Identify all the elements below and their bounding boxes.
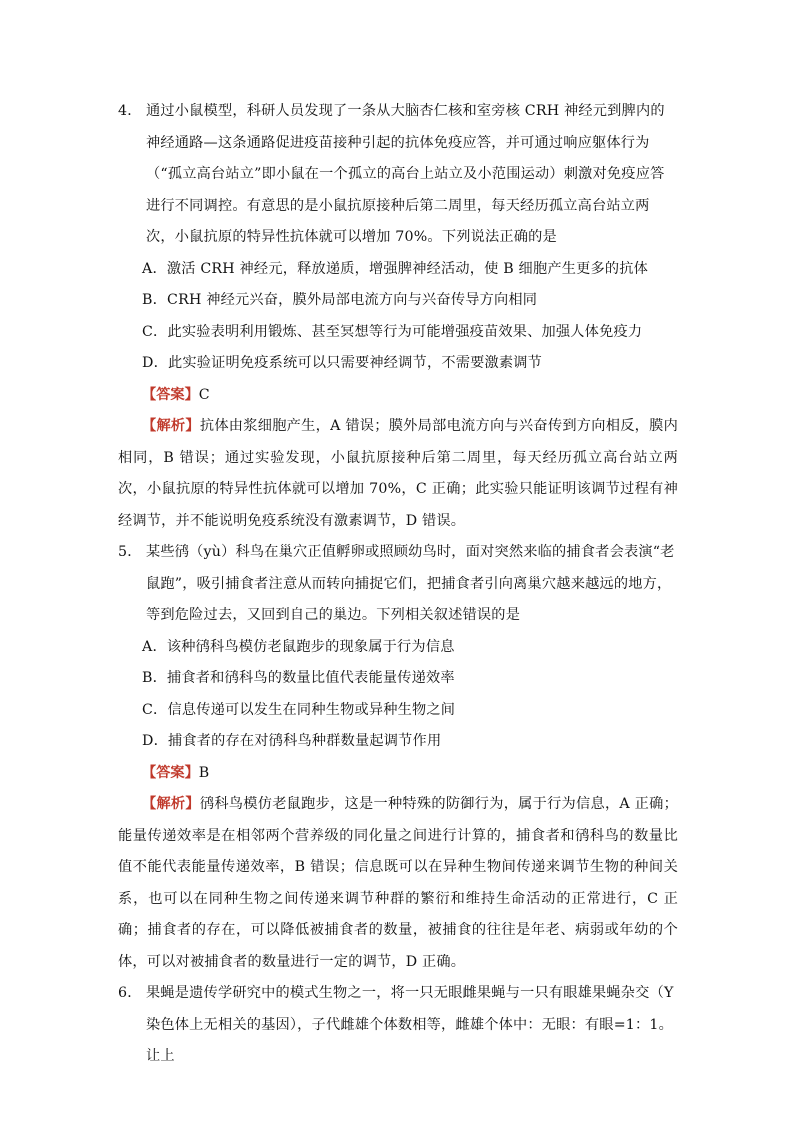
question-text: 果蝇是遗传学研究中的模式生物之一，将一只无眼雌果蝇与一只有眼雄果蝇杂交（Y 染色体上无相关的基因），子代雌雄个体数相等，雌雄个体中：无眼：有眼=1：1。让上 — [146, 985, 674, 1064]
option-a: A．激活 CRH 神经元，释放递质，增强脾神经活动，使 B 细胞产生更多的抗体 — [142, 260, 649, 277]
option-b: B．捕食者和鸻科鸟的数量比值代表能量传递效率 — [142, 670, 455, 686]
analysis-tag: 【解析】 — [142, 796, 200, 812]
analysis-paragraph — [118, 789, 678, 978]
answer-value: C — [198, 386, 210, 403]
question-number: 5． — [118, 544, 142, 560]
option-d: D．此实验证明免疫系统可以只需要神经调节，不需要激素调节 — [142, 355, 543, 371]
option-c: C．此实验表明利用锻炼、甚至冥想等行为可能增强疫苗效果、加强人体免疫力 — [142, 323, 643, 340]
question-number: 4． — [118, 103, 142, 119]
analysis-text: 抗体由浆细胞产生，A 错误；膜外局部电流方向与兴奋传到方向相反，膜内相同，B 错误；通过实验发现，小鼠抗原接种后第二周里，每天经历孤立高台站立两次，小鼠抗原的特异性抗体就可以增加 70%，C 正确；此实验只能证明该调节过程有神经调节，并不能说明免疫系统没有激素调节，D 错误。 — [118, 418, 678, 529]
question-text: 某些鸻（yù）科鸟在巢穴正值孵卵或照顾幼鸟时，面对突然来临的捕食者会表演“老鼠跑”，吸引捕食者注意从而转向捕捉它们，把捕食者引向离巢穴越来越远的地方，等到危险过去，又回到自己的巢边。下列相关叙述错误的是 — [146, 544, 675, 623]
question-4 — [118, 96, 678, 537]
answer-tag: 【答案】 — [142, 764, 199, 781]
answer-value: B — [198, 764, 210, 781]
option-b: B．CRH 神经元兴奋，膜外局部电流方向与兴奋传导方向相同 — [142, 292, 538, 308]
question-6 — [118, 978, 678, 1073]
analysis-tag: 【解析】 — [142, 418, 200, 434]
question-number: 6． — [118, 985, 142, 1001]
answer-line — [118, 380, 678, 412]
answer-tag: 【答案】 — [142, 386, 199, 403]
question-content — [118, 96, 678, 1073]
option-a: A．该种鸻科鸟模仿老鼠跑步的现象属于行为信息 — [142, 638, 455, 655]
option-c: C．信息传递可以发生在同种生物或异种生物之间 — [142, 701, 456, 718]
question-5 — [118, 537, 678, 978]
question-stem — [118, 978, 678, 1073]
analysis-paragraph — [118, 411, 678, 537]
question-stem — [118, 96, 678, 254]
option-d: D．捕食者的存在对鸻科鸟种群数量起调节作用 — [142, 733, 442, 749]
question-stem — [118, 537, 678, 632]
analysis-text: 鸻科鸟模仿老鼠跑步，这是一种特殊的防御行为，属于行为信息，A 正确；能量传递效率是在相邻两个营养级的同化量之间进行计算的，捕食者和鸻科鸟的数量比值不能代表能量传递效率，B 错误；信息既可以在异种生物间传递来调节生物的种间关系，也可以在同种生物之间传递来调节种群的繁衍和维持生命活动的正常进行，C 正确；捕食者的存在，可以降低被捕食者的数量，被捕食的往往是年老、病弱或年幼的个体，可以对被捕食者的数量进行一定的调节，D 正确。 — [118, 796, 678, 970]
question-text: 通过小鼠模型，科研人员发现了一条从大脑杏仁核和室旁核 CRH 神经元到脾内的神经通路—这条通路促进疫苗接种引起的抗体免疫应答，并可通过响应躯体行为（“孤立高台站立”即小鼠在一个孤立的高台上站立及小范围运动）刺激对免疫应答进行不同调控。有意思的是小鼠抗原接种后第二周里，每天经历孤立高台站立两次，小鼠抗原的特异性抗体就可以增加 70%。下列说法正确的是 — [146, 103, 665, 245]
answer-line — [118, 758, 678, 790]
